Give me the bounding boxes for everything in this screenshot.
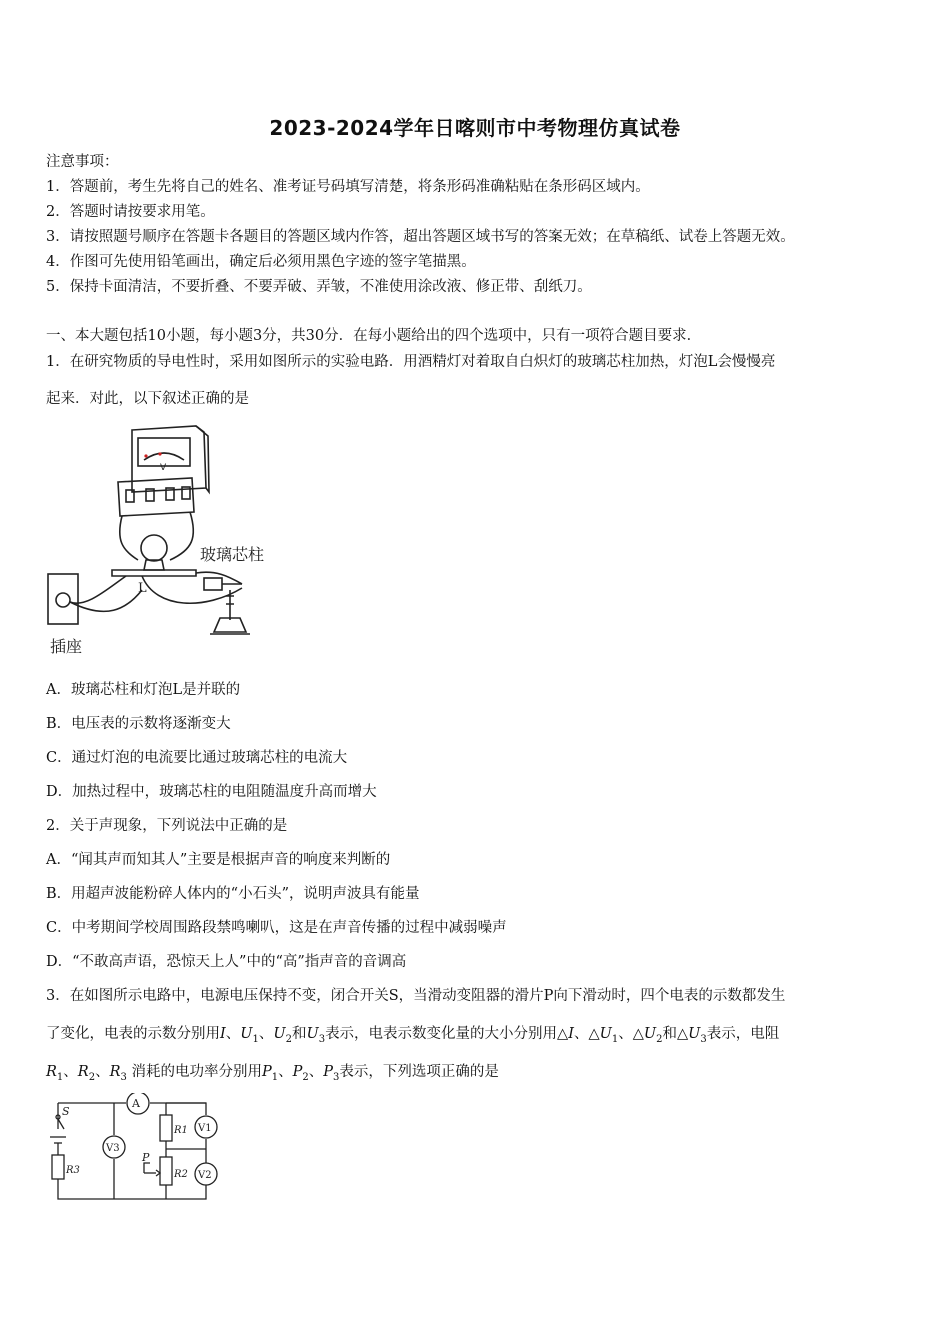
q3-stem-line3: $R_1$、$R_2$、$R_3$ 消耗的电功率分别用$P_1$、$P_2$、$P_3$表示，下列选项正确的是 xyxy=(46,1064,499,1083)
q2-option-c: C．中考期间学校周围路段禁鸣喇叭，这是在声音传播的过程中减弱噪声 xyxy=(46,920,507,936)
q3-stem-line2: 了变化，电表的示数分别用I、$U_1$、$U_2$和$U_3$表示，电表示数变化量的大小分别用△I、$\triangle U_1$、$\triangle U_2$和$\triangle U_3$表示，电阻 xyxy=(46,1026,780,1045)
notice-item-3: 3．请按照题号顺序在答题卡各题目的答题区域内作答，超出答题区域书写的答案无效；在草稿纸、试卷上答题无效。 xyxy=(46,229,795,245)
fig1-label-socket: 插座 xyxy=(50,637,83,656)
q2-option-a: A．“闻其声而知其人”主要是根据声音的响度来判断的 xyxy=(46,852,391,868)
q1-option-c: C．通过灯泡的电流要比通过玻璃芯柱的电流大 xyxy=(46,750,348,766)
q2-option-b: B．用超声波能粉碎人体内的“小石头”，说明声波具有能量 xyxy=(46,886,420,902)
q1-option-a: A．玻璃芯柱和灯泡L是并联的 xyxy=(46,682,241,698)
fig1-label-glass-core: 玻璃芯柱 xyxy=(200,545,265,564)
notice-item-1: 1．答题前，考生先将自己的姓名、准考证号码填写清楚，将条形码准确粘贴在条形码区域内。 xyxy=(46,179,650,195)
notice-item-4: 4．作图可先使用铅笔画出，确定后必须用黑色字迹的签字笔描黑。 xyxy=(46,254,476,270)
fig2-label-v1: V1 xyxy=(198,1123,212,1134)
fig2-label-r2: R2 xyxy=(174,1169,188,1180)
page-title: 2023-2024学年日喀则市中考物理仿真试卷 xyxy=(269,116,681,140)
q3-circuit-diagram xyxy=(44,1093,224,1205)
q1-option-d: D．加热过程中，玻璃芯柱的电阻随温度升高而增大 xyxy=(46,784,377,800)
notice-title: 注意事项： xyxy=(46,154,119,170)
q2-stem: 2．关于声现象，下列说法中正确的是 xyxy=(46,818,288,834)
fig2-label-r3: R3 xyxy=(66,1165,80,1176)
notice-item-5: 5．保持卡面清洁，不要折叠、不要弄破、弄皱，不准使用涂改液、修正带、刮纸刀。 xyxy=(46,279,592,295)
fig2-label-v3: V3 xyxy=(106,1143,120,1154)
fig2-label-r1: R1 xyxy=(174,1125,188,1136)
notice-item-2: 2．答题时请按要求用笔。 xyxy=(46,204,215,220)
fig2-label-p: P xyxy=(142,1151,150,1164)
q1-option-b: B．电压表的示数将逐渐变大 xyxy=(46,716,231,732)
fig1-label-v: V xyxy=(160,463,167,473)
fig2-label-v2: V2 xyxy=(198,1170,212,1181)
fig2-label-s: S xyxy=(62,1105,70,1118)
section-header: 一、本大题包括10小题，每小题3分，共30分．在每小题给出的四个选项中，只有一项符合题目要求． xyxy=(46,328,702,344)
q1-stem-line1: 1．在研究物质的导电性时，采用如图所示的实验电路．用酒精灯对着取自白炽灯的玻璃芯柱加热，灯泡L会慢慢亮 xyxy=(46,354,776,370)
q2-option-d: D．“不敢高声语，恐惊天上人”中的“高”指声音的音调高 xyxy=(46,954,407,970)
q1-stem-line2: 起来．对此，以下叙述正确的是 xyxy=(46,391,249,407)
fig1-label-l: L xyxy=(138,581,147,596)
q3-stem-line1: 3．在如图所示电路中，电源电压保持不变，闭合开关S，当滑动变阻器的滑片P向下滑动时，四个电表的示数都发生 xyxy=(46,988,786,1004)
fig2-label-a: A xyxy=(132,1097,140,1110)
q1-experiment-figure xyxy=(46,420,296,660)
